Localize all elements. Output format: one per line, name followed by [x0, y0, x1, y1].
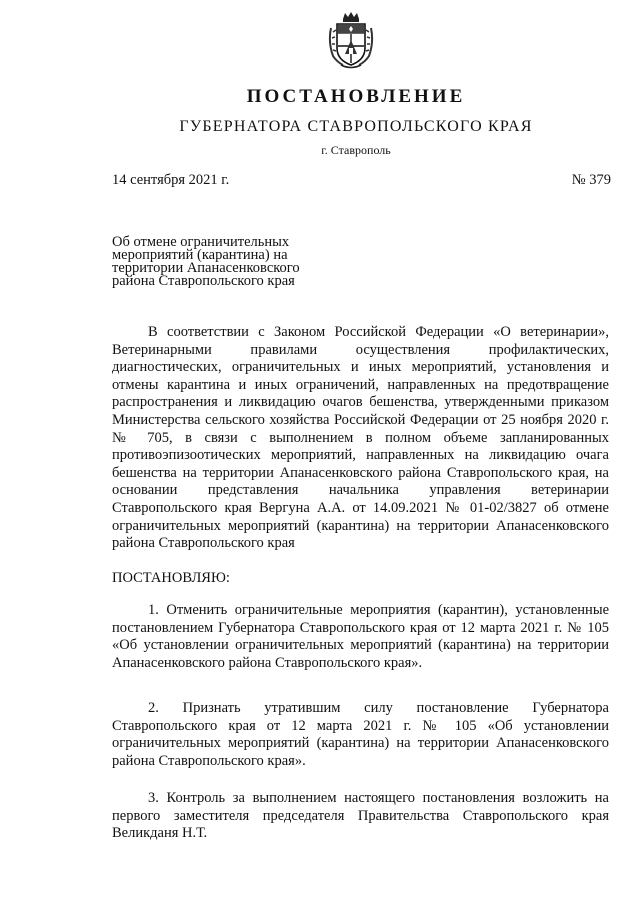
document-number: № 379 [571, 172, 611, 188]
item-paragraph-2: 2. Признать утратившим силу постановление Губернатора Ставропольского края от 12 марта 2021 г. № 105 «Об установлении ограничительных мероприятий (карантина) на территории Апанасенковского района Ставропольского края». [112, 700, 609, 769]
resolve-heading: ПОСТАНОВЛЯЮ: [112, 570, 230, 586]
document-date: 14 сентября 2021 г. [112, 172, 230, 188]
document-issuer: ГУБЕРНАТОРА СТАВРОПОЛЬСКОГО КРАЯ [179, 118, 533, 135]
document-subject: Об отмене ограничительных мероприятий (карантина) на территории Апанасенковского района Ставропольского края [112, 234, 300, 289]
coat-of-arms-icon [327, 10, 375, 70]
preamble-paragraph: В соответствии с Законом Российской Федерации «О ветеринарии», Ветеринарными правилами осуществления профилактических, диагностических, ограничительных и иных мероприятий, установления и отмены карантина и иных ограничений, направленных на предотвращение распространения и ликвидацию очагов бешенства, утвержденными приказом Министерства сельского хозяйства Российской Федерации от 25 ноября 2020 г. № 705, в связи с выполнением в полном объеме запланированных противоэпизоотических мероприятий, направленных на ликвидацию очага бешенства на территории Апанасенковского района Ставропольского края, на основании представления начальника управления ветеринарии Ставропольского края Вергуна А.А. от 14.09.2021 № 01-02/3827 об отмене ограничительных мероприятий (карантина) на территории Апанасенковского района Ставропольского края [112, 324, 609, 552]
item-paragraph-1: 1. Отменить ограничительные мероприятия (карантин), установленные постановлением Губернатора Ставропольского края от 12 марта 2021 г. № 105 «Об установлении ограничительных мероприятий (карантина) на территории Апанасенковского района Ставропольского края». [112, 602, 609, 671]
document-city: г. Ставрополь [321, 143, 391, 157]
item-paragraph-3: 3. Контроль за выполнением настоящего постановления возложить на первого заместителя председателя Правительства Ставропольского края Великданя Н.Т. [112, 790, 609, 842]
document-title: ПОСТАНОВЛЕНИЕ [246, 86, 466, 107]
